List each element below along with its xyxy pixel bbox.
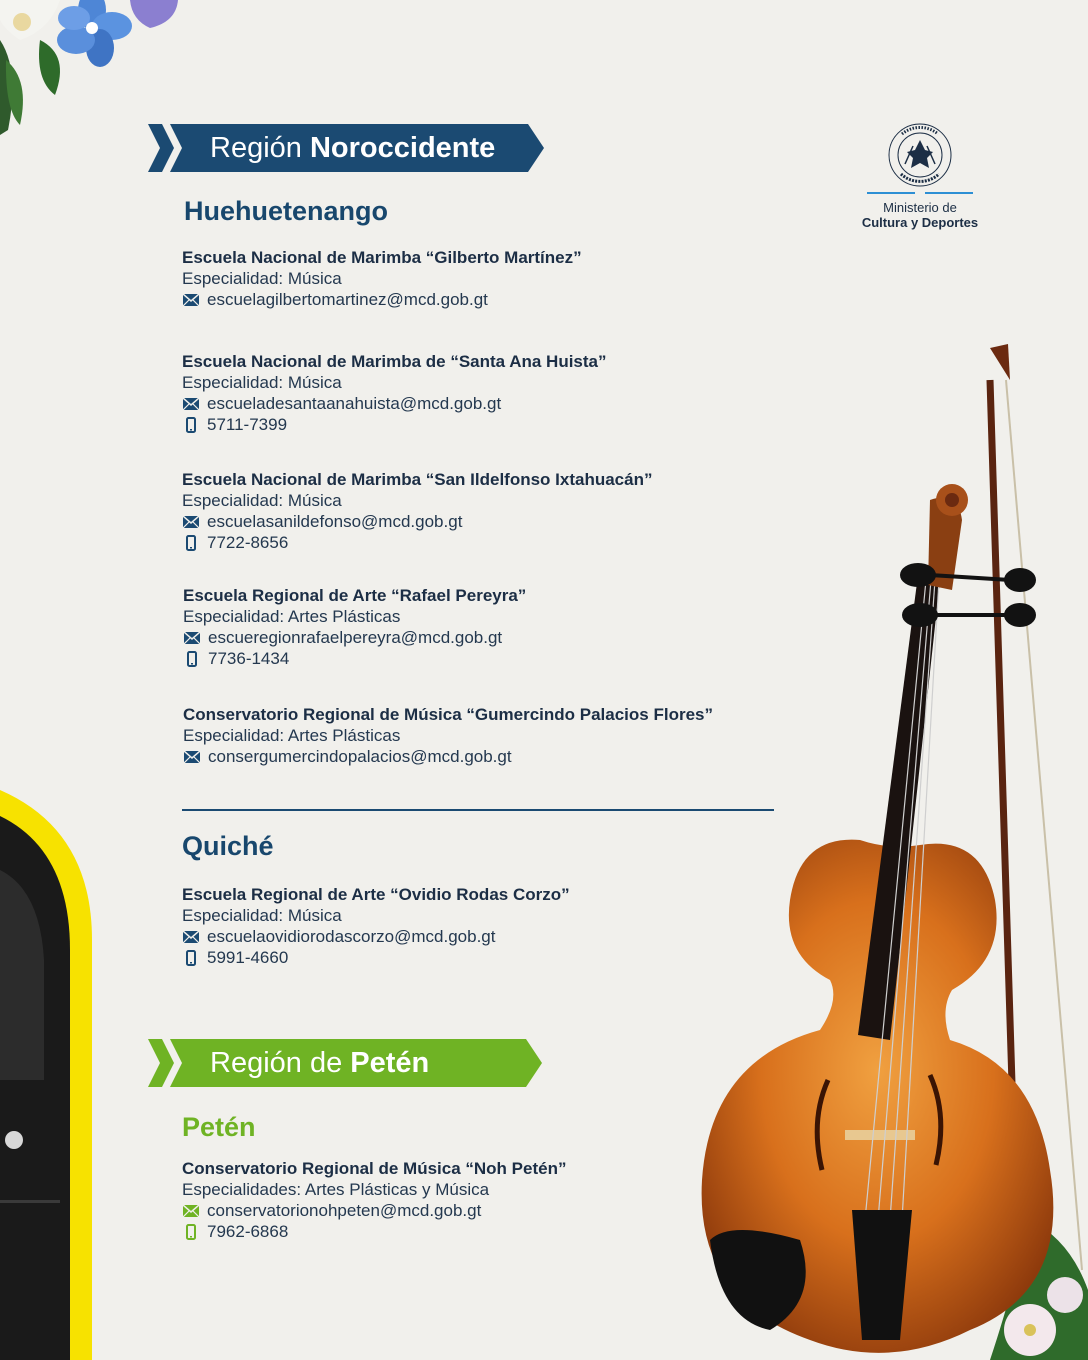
- envelope-icon: [182, 516, 200, 528]
- email-link[interactable]: consergumercindopalacios@mcd.gob.gt: [208, 747, 512, 766]
- email-line: [182, 926, 570, 947]
- school-name: Escuela Nacional de Marimba de “Santa Ana Huista”: [182, 352, 607, 371]
- email-line: [182, 511, 652, 532]
- phone-icon: [182, 535, 200, 551]
- school-specialty: Especialidad: Música: [182, 906, 342, 925]
- phone-number[interactable]: 7962-6868: [207, 1222, 289, 1241]
- region-peten-banner: [148, 1039, 548, 1087]
- banner-bold: Petén: [350, 1047, 430, 1079]
- school-specialty: Especialidad: Música: [182, 373, 342, 392]
- email-link[interactable]: escueladesantaanahuista@mcd.gob.gt: [207, 394, 502, 413]
- email-link[interactable]: escuelagilbertomartinez@mcd.gob.gt: [207, 290, 488, 309]
- list-item: [182, 351, 607, 435]
- envelope-icon: [183, 632, 201, 644]
- school-name: Escuela Regional de Arte “Rafael Pereyra”: [183, 586, 527, 605]
- banner-bold: Noroccidente: [309, 132, 496, 164]
- email-line: [182, 393, 607, 414]
- email-line: [183, 746, 713, 767]
- school-specialty: Especialidad: Música: [182, 491, 342, 510]
- school-specialty: Especialidad: Artes Plásticas: [183, 726, 401, 745]
- phone-line: [182, 414, 607, 435]
- email-link[interactable]: escuelaovidiorodascorzo@mcd.gob.gt: [207, 927, 496, 946]
- email-link[interactable]: conservatorionohpeten@mcd.gob.gt: [207, 1201, 482, 1220]
- envelope-icon: [182, 1205, 200, 1217]
- list-item: [182, 469, 652, 553]
- school-name: Escuela Nacional de Marimba “Gilberto Martínez”: [182, 248, 582, 267]
- list-item: [183, 704, 713, 767]
- phone-number[interactable]: 5711-7399: [207, 415, 288, 434]
- envelope-icon: [182, 931, 200, 943]
- ministry-logo: [840, 122, 1000, 231]
- email-line: [182, 289, 582, 310]
- email-link[interactable]: escuelasanildefonso@mcd.gob.gt: [207, 512, 463, 531]
- phone-number[interactable]: 7736-1434: [208, 649, 290, 668]
- phone-icon: [182, 1224, 200, 1240]
- banner-prefix: Región de: [210, 1047, 343, 1079]
- school-name: Conservatorio Regional de Música “Noh Petén”: [182, 1159, 567, 1178]
- list-item: [182, 884, 570, 968]
- list-item: [183, 585, 526, 669]
- phone-icon: [183, 651, 201, 667]
- email-line: [182, 1200, 566, 1221]
- phone-number[interactable]: 7722-8656: [207, 533, 289, 552]
- banner-prefix: Región: [210, 132, 302, 164]
- phone-line: [182, 947, 570, 968]
- school-name: Escuela Regional de Arte “Ovidio Rodas Corzo”: [182, 885, 570, 904]
- logo-line-2: Cultura y Deportes: [861, 215, 979, 230]
- school-specialty: Especialidades: Artes Plásticas y Música: [182, 1180, 490, 1199]
- quiche-title: Quiché: [182, 831, 274, 861]
- region-noroccidente-banner: [148, 124, 548, 172]
- school-name: Escuela Nacional de Marimba “San Ildelfonso Ixtahuacán”: [182, 470, 653, 489]
- logo-divider: [867, 192, 973, 194]
- phone-icon: [182, 950, 200, 966]
- phone-line: [183, 648, 526, 669]
- banner-label: [210, 1039, 429, 1087]
- coat-of-arms-icon: [883, 122, 957, 188]
- phone-line: [182, 532, 652, 553]
- flowers-top-left-illustration: [0, 0, 190, 140]
- envelope-icon: [183, 751, 201, 763]
- phone-number[interactable]: 5991-4660: [207, 948, 289, 967]
- email-link[interactable]: escueregionrafaelpereyra@mcd.gob.gt: [208, 628, 503, 647]
- phone-icon: [182, 417, 200, 433]
- envelope-icon: [182, 398, 200, 410]
- banner-label: [210, 124, 495, 172]
- envelope-icon: [182, 294, 200, 306]
- school-name: Conservatorio Regional de Música “Gumercindo Palacios Flores”: [183, 705, 713, 724]
- list-item: [182, 247, 582, 310]
- huehuetenango-title: Huehuetenango: [184, 196, 389, 226]
- phone-line: [182, 1221, 566, 1242]
- school-specialty: Especialidad: Artes Plásticas: [183, 607, 401, 626]
- section-divider: [182, 809, 774, 811]
- peten-title: Petén: [182, 1112, 256, 1142]
- arch-photo-decoration: [0, 790, 100, 1360]
- list-item: [182, 1158, 566, 1242]
- email-line: [183, 627, 526, 648]
- school-specialty: Especialidad: Música: [182, 269, 342, 288]
- logo-line-1: Ministerio de: [883, 200, 957, 215]
- violin-illustration: [690, 340, 1088, 1360]
